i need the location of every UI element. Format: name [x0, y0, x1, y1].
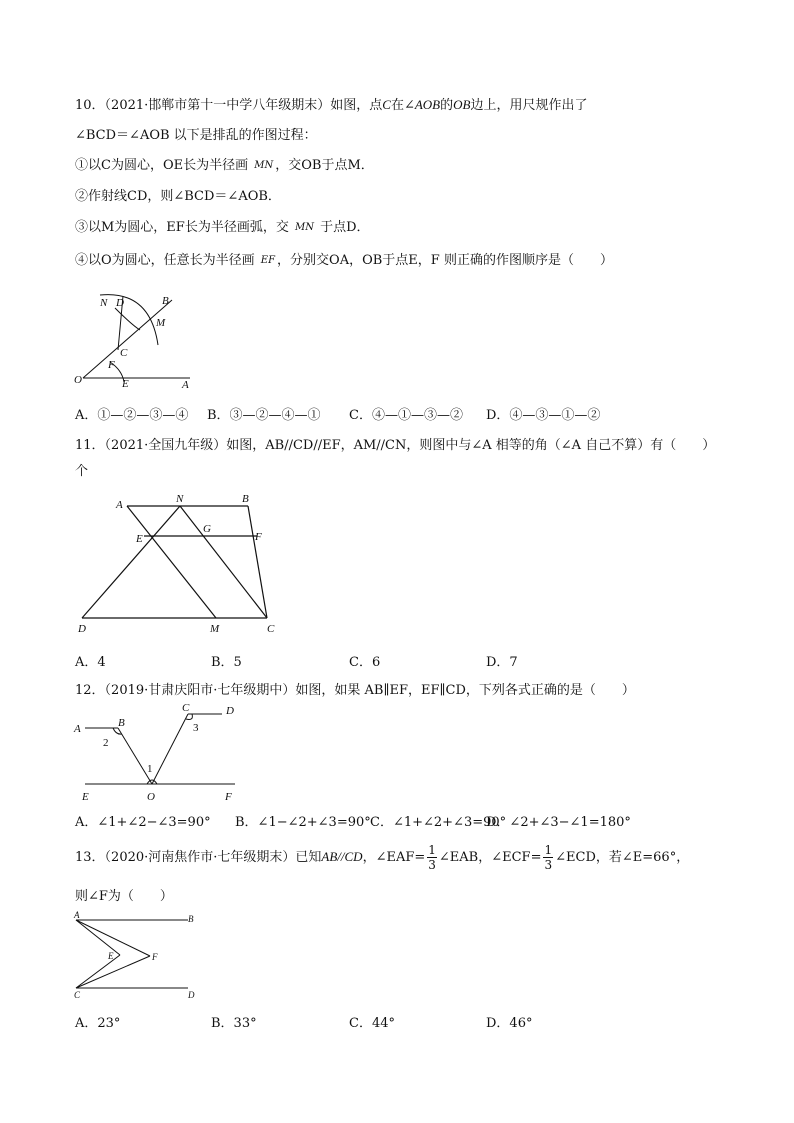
- q11-choice-a[interactable]: A．4: [75, 655, 106, 670]
- q10-line1: 10．（2021·邯郸市第十一中学八年级期末）如图，点C在∠AOB的OB边上，用尺规作出了: [75, 97, 588, 113]
- label-a: A: [74, 910, 80, 920]
- q10-step2: ②作射线CD，则∠BCD＝∠AOB．: [75, 189, 281, 204]
- label-b: B: [162, 295, 169, 307]
- q11-choice-b[interactable]: B．5: [211, 655, 242, 670]
- label-c: C: [182, 702, 190, 714]
- label-d: D: [188, 990, 195, 1000]
- q10-choice-d[interactable]: D．④—③—①—②: [486, 408, 601, 423]
- q12-line1: 12．（2019·甘肃庆阳市·七年级期中）如图，如果 AB∥EF，EF∥CD，下列各式正确的是（ ）: [75, 683, 635, 698]
- fraction-one-third: $\frac{1}{3}$: [428, 843, 436, 872]
- label-c: C: [267, 623, 275, 635]
- label-b: B: [118, 717, 125, 729]
- label-a: A: [182, 379, 189, 390]
- label-b: B: [188, 914, 194, 924]
- label-m: M: [156, 317, 166, 329]
- label-f: F: [255, 531, 262, 543]
- label-a: A: [74, 723, 81, 735]
- q13-line2: 则∠F为（ ）: [75, 889, 173, 904]
- q13-choice-b[interactable]: B．33°: [211, 1016, 257, 1031]
- fraction-one-third: $\frac{1}{3}$: [544, 843, 553, 872]
- label-angle-1: 1: [147, 763, 153, 775]
- label-d: D: [116, 297, 124, 309]
- label-e: E: [136, 533, 143, 545]
- q13-line1: 13．（2020·河南焦作市·七年级期末）已知AB//CD，∠EAF= $\frac{1}{3}$ ∠EAB，∠ECF= $\frac{1}{3}$ ∠ECD，若∠E=66°，: [75, 843, 690, 872]
- q10-choice-c[interactable]: C．④—①—③—②: [349, 408, 463, 423]
- arc-mn-symbol: MN: [254, 159, 274, 171]
- q11-line1: 11．（2021·全国九年级）如图，AB//CD//EF，AM//CN，则图中与∠A 相等的角（∠A 自己不算）有（ ）: [75, 438, 716, 453]
- q13-figure: [70, 910, 210, 1005]
- q11-figure: [70, 488, 290, 638]
- label-g: G: [203, 523, 211, 535]
- label-o: O: [74, 374, 82, 386]
- q10-step3: ③以M为圆心，EF长为半径画弧，交 MN 于点D．: [75, 220, 370, 235]
- label-o: O: [147, 791, 155, 803]
- label-e: E: [108, 951, 114, 961]
- q10-figure: [70, 290, 200, 390]
- label-m: M: [210, 623, 220, 635]
- label-e: E: [82, 791, 89, 803]
- arc-ef-symbol: EF: [260, 254, 276, 266]
- q10-line2: ∠BCD＝∠AOB 以下是排乱的作图过程：: [75, 128, 317, 143]
- q10-choice-b[interactable]: B．③—②—④—①: [207, 408, 321, 423]
- label-d: D: [226, 705, 234, 717]
- label-angle-3: 3: [193, 722, 199, 734]
- q13-choice-c[interactable]: C．44°: [349, 1016, 395, 1031]
- arc-mn-symbol: MN: [294, 221, 314, 233]
- q13-choice-d[interactable]: D．46°: [486, 1016, 533, 1031]
- label-c: C: [74, 990, 81, 1000]
- q10-step1: ①以C为圆心，OE长为半径画 MN ，交OB于点M．: [75, 158, 374, 173]
- q12-choice-d[interactable]: D．∠2+∠3−∠1=180°: [486, 815, 631, 830]
- q10-choice-a[interactable]: A．①—②—③—④: [75, 408, 189, 423]
- label-f: F: [108, 359, 115, 371]
- label-n: N: [100, 297, 108, 309]
- label-c: C: [120, 347, 128, 359]
- q13-choice-a[interactable]: A．23°: [75, 1016, 121, 1031]
- label-e: E: [122, 378, 129, 390]
- label-a: A: [116, 499, 123, 511]
- q11-choice-c[interactable]: C．6: [349, 655, 381, 670]
- q12-choice-c[interactable]: C．∠1+∠2+∠3=90°: [370, 815, 507, 830]
- label-d: D: [78, 623, 86, 635]
- label-angle-2: 2: [103, 737, 109, 749]
- q11-line2: 个: [75, 464, 89, 479]
- q11-choice-d[interactable]: D．7: [486, 655, 518, 670]
- label-f: F: [225, 791, 232, 803]
- q12-figure: [70, 700, 250, 805]
- q12-choice-a[interactable]: A．∠1+∠2−∠3=90°: [75, 815, 211, 830]
- q10-step4: ④以O为圆心，任意长为半径画 EF ，分别交OA，OB于点E，F 则正确的作图顺序是（ ）: [75, 253, 613, 268]
- label-b: B: [242, 493, 249, 505]
- label-f: F: [152, 952, 158, 962]
- q12-choice-b[interactable]: B．∠1−∠2+∠3=90°: [235, 815, 371, 830]
- label-n: N: [176, 493, 184, 505]
